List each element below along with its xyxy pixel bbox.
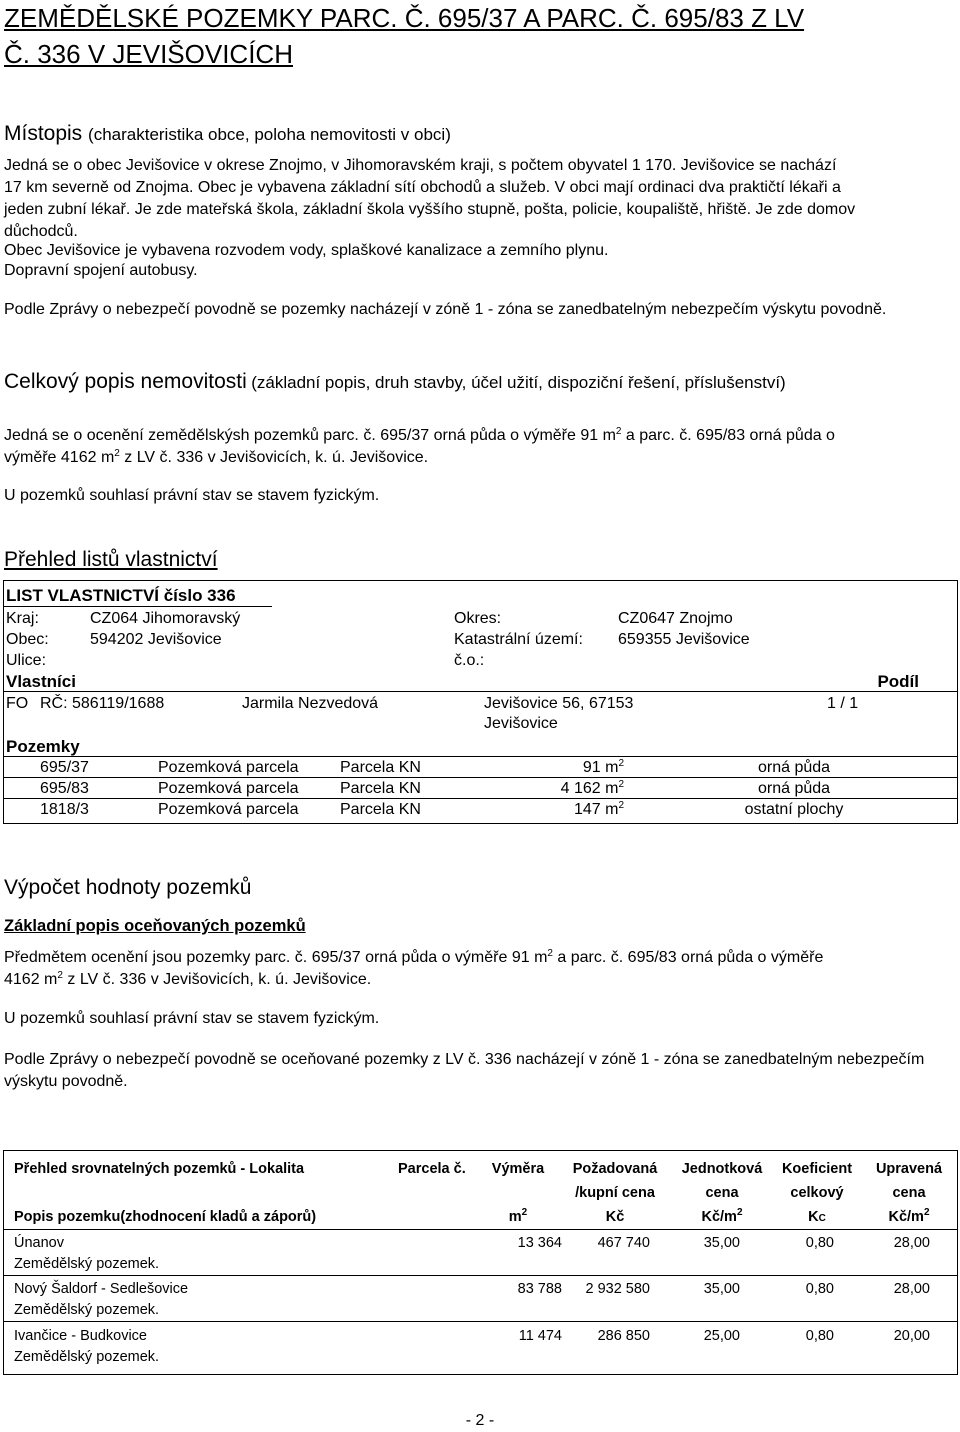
co-label: č.o.: [454, 652, 485, 669]
celkovy-legal: U pozemků souhlasí právní stav se stavem fyzickým. [4, 487, 380, 504]
ulice-label: Ulice: [6, 652, 47, 669]
page-number: - 2 - [465, 1412, 495, 1429]
mistopis-line-4: důchodců. [4, 223, 78, 240]
col-parcela: Parcela č. [398, 1161, 466, 1177]
vypocet-heading: Výpočet hodnoty pozemků [4, 876, 252, 899]
mistopis-heading-row [4, 122, 451, 146]
celkovy-heading: Celkový popis nemovitosti [4, 370, 247, 393]
col-jednotkova-cena: cena [705, 1185, 739, 1201]
mistopis-line-5: Obec Jevišovice je vybavena rozvodem vody, splaškové kanalizace a zemního plynu. [4, 242, 609, 259]
col-lokalita: Přehled srovnatelných pozemků - Lokalita [14, 1161, 305, 1177]
col-upravena-unit: $Kč/m^2$ [888, 1207, 930, 1225]
mistopis-line-6: Dopravní spojení autobusy. [4, 262, 198, 279]
document-title-line1: ZEMĚDĚLSKÉ POZEMKY PARC. Č. 695/37 A PARC. Č. 695/83 Z LV [4, 3, 805, 33]
celkovy-heading-row [4, 370, 786, 394]
owner-address-2: Jevišovice [484, 715, 558, 732]
vypocet-subheading: Základní popis oceňovaných pozemků [4, 917, 306, 935]
owner-name: Jarmila Nezvedová [242, 695, 379, 712]
okres-label: Okres: [454, 610, 502, 627]
comparison-table: Přehled srovnatelných pozemků - Lokalita Popis pozemku(zhodnocení kladů a záporů) Parcela č. Výměra $m^2$ Požadovaná /kupní cena Kč Jednotková cena $Kč/m^2$ Koeficient celkový KC Upravená cena $Kč/m^2$ Únanov Zemědělský pozemek. 13 364 467 740 35,00 0,80 28,00 Nový Šaldorf - Sedlešovice Zemědělský pozemek. 83 788 2 932 580 35,00 0,80 28,00 Ivančice - Budkovice Zemědělský pozemek. 11 474 286 850 25,00 0,80 20,00 [3, 1150, 958, 1375]
owner-address-1: Jevišovice 56, 67153 [484, 695, 634, 712]
kraj-label: Kraj: [6, 610, 39, 627]
celkovy-text-line1: Jedná se o ocenění zemědělskýsh pozemků parc. č. 695/37 orná půda o výměře 91 $m^2$ a parc. č. 695/83 orná půda o [4, 426, 835, 444]
celkovy-text-line2: výměře 4162 $m^2$ z LV č. 336 v Jevišovicích, k. ú. Jevišovice. [4, 448, 429, 466]
vypocet-flood: Podle Zprávy o nebezpečí povodně se oceňované pozemky z LV č. 336 nacházejí v zóně 1 - zóna se zanedbatelným nebezpečím výskytu povodně. [4, 1051, 925, 1090]
lv-box: LIST VLASTNICTVÍ číslo 336 Kraj: CZ064 Jihomoravský Okres: CZ0647 Znojmo Obec: 594202 Jevišovice Katastrální území: 659355 Jevišovice Ulice: č.o.: Vlastníci Podíl FO RČ: 586119/1688 Jarmila Nezvedová Jevišovice 56, 67153 Jevišovice 1 / 1 Pozemky 695/37 Pozemková parcela Parcela KN 91 $m^2$ orná půda 695/83 Pozemková parcela Parcela KN 4 162 $m^2$ orná půda 1818/3 Pozemková parcela Parcela KN 147 $m^2$ ostatní plochy [3, 580, 958, 824]
mistopis-line-2: 17 km severně od Znojma. Obec je vybavena základní sítí obchodů a služeb. V obci mají ordinaci dva praktičtí lékaři a [4, 179, 841, 196]
col-upravena: Upravená [875, 1161, 943, 1177]
col-kc: Kč [605, 1209, 625, 1225]
vypocet-text-line1: Předmětem ocenění jsou pozemky parc. č. 695/37 orná půda o výměře 91 $m^2$ a parc. č. 695/83 orná půda o výměře [4, 948, 824, 966]
col-upravena-cena: cena [892, 1185, 926, 1201]
pozemky-label: Pozemky [6, 737, 80, 756]
celkovy-heading-note: (základní popis, druh stavby, účel užití, dispoziční řešení, příslušenství) [251, 373, 786, 392]
owner-share: 1 / 1 [827, 695, 859, 712]
ku-value: 659355 Jevišovice [618, 631, 750, 648]
kraj-value: CZ064 Jihomoravský [90, 610, 241, 627]
col-kupni-cena: /kupní cena [575, 1185, 655, 1201]
okres-value: CZ0647 Znojmo [618, 610, 733, 627]
col-pozadovana: Požadovaná [572, 1161, 658, 1177]
mistopis-heading-note: (charakteristika obce, poloha nemovitosti v obci) [88, 125, 451, 144]
vlastnici-label: Vlastníci [6, 672, 76, 691]
mistopis-line-3: jeden zubní lékař. Je zde mateřská škola, základní škola vyššího stupně, pošta, policie, koupaliště, hřiště. Je zde domov [4, 201, 856, 218]
mistopis-line-1: Jedná se o obec Jevišovice v okrese Znojmo, v Jihomoravském kraji, s počtem obyvatel 1 170. Jevišovice se nachází [4, 157, 837, 174]
document-title-line2: Č. 336 V JEVIŠOVICÍCH [4, 39, 293, 69]
obec-label: Obec: [6, 631, 49, 648]
col-popis: Popis pozemku(zhodnocení kladů a záporů) [14, 1209, 317, 1225]
vypocet-legal: U pozemků souhlasí právní stav se stavem fyzickým. [4, 1010, 380, 1027]
col-koeficient: Koeficient [781, 1161, 853, 1177]
vypocet-text-line2: 4162 $m^2$ z LV č. 336 v Jevišovicích, k. ú. Jevišovice. [4, 970, 372, 988]
col-vymera-unit: $m^2$ [508, 1207, 528, 1225]
mistopis-heading: Místopis [4, 122, 83, 145]
col-koeficient-symbol: KC [808, 1209, 826, 1225]
mistopis-flood-text: Podle Zprávy o nebezpečí povodně se pozemky nacházejí v zóně 1 - zóna se zanedbatelným nebezpečím výskytu povodně. [4, 301, 887, 318]
col-vymera: Výměra [491, 1161, 545, 1177]
owner-rc: RČ: 586119/1688 [40, 695, 165, 712]
obec-value: 594202 Jevišovice [90, 631, 222, 648]
prehled-heading: Přehled listů vlastnictví [4, 548, 218, 571]
col-jednotkova-unit: $Kč/m^2$ [701, 1207, 743, 1225]
ku-label: Katastrální území: [454, 631, 583, 648]
lv-title: LIST VLASTNICTVÍ číslo 336 [6, 586, 236, 605]
col-jednotkova: Jednotková [681, 1161, 763, 1177]
podil-label: Podíl [877, 672, 919, 691]
col-koeficient-celkovy: celkový [790, 1185, 844, 1201]
owner-type: FO [6, 695, 29, 712]
